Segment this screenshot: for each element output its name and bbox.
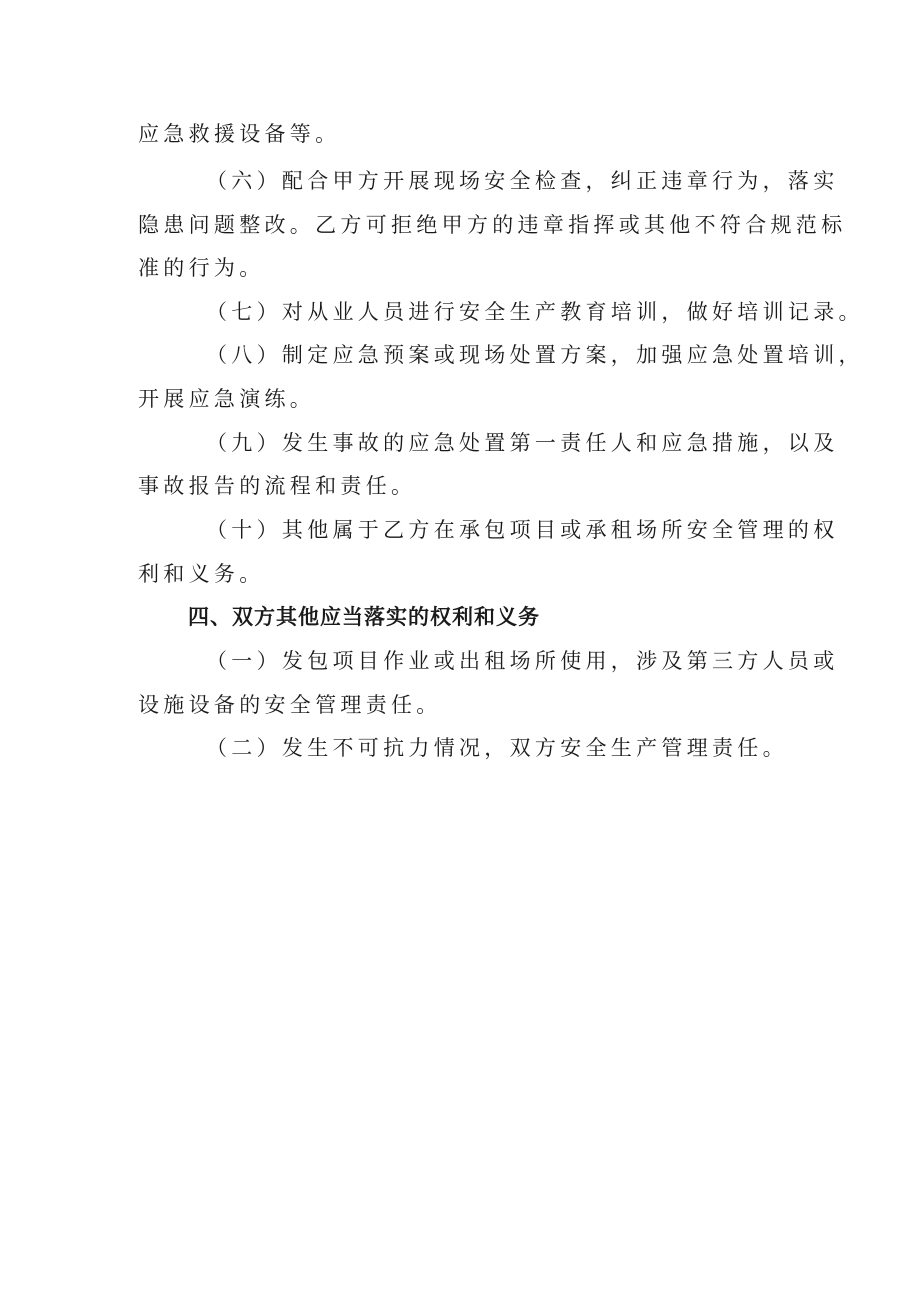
clause-6-line-1: （六）配合甲方开展现场安全检查，纠正违章行为，落实 — [206, 169, 839, 193]
section-4-clause-1-line-2: 设施设备的安全管理责任。 — [138, 693, 442, 717]
clause-6-line-2: 隐患问题整改。乙方可拒绝甲方的违章指挥或其他不符合规范标 — [138, 213, 847, 237]
clause-8-line-2: 开展应急演练。 — [138, 387, 316, 411]
clause-10-line-1: （十）其他属于乙方在承包项目或承租场所安全管理的权 — [206, 518, 839, 542]
clause-7-line-1: （七）对从业人员进行安全生产教育培训，做好培训记录。 — [206, 300, 864, 324]
clause-9-line-2: 事故报告的流程和责任。 — [138, 474, 417, 498]
clause-10-line-2: 利和义务。 — [138, 562, 265, 586]
clause-8-line-1: （八）制定应急预案或现场处置方案，加强应急处置培训， — [206, 343, 864, 367]
section-4-clause-1-line-1: （一）发包项目作业或出租场所使用，涉及第三方人员或 — [206, 649, 839, 673]
clause-6-line-3: 准的行为。 — [138, 256, 265, 280]
section-4-heading: 四、双方其他应当落实的权利和义务 — [188, 605, 540, 629]
body-text-line: 应急救援设备等。 — [138, 122, 341, 146]
section-4-clause-2-line-1: （二）发生不可抗力情况，双方安全生产管理责任。 — [206, 736, 788, 760]
clause-9-line-1: （九）发生事故的应急处置第一责任人和应急措施，以及 — [206, 431, 839, 455]
